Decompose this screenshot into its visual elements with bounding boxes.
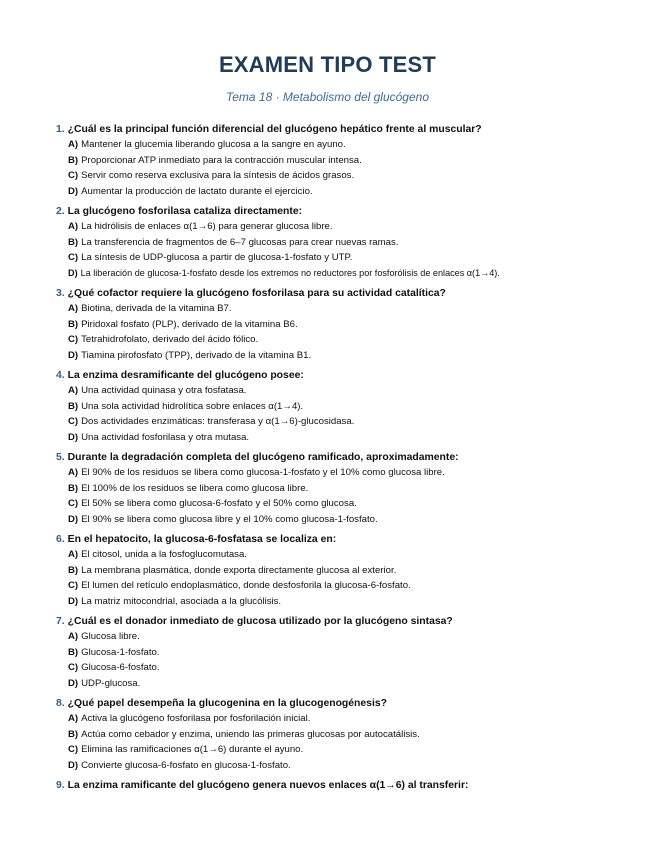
option-text: El 50% se libera como glucosa-6-fosfato y el 50% como glucosa. (81, 498, 357, 509)
option-letter: B) (68, 236, 79, 248)
question-number: 8. (56, 698, 65, 709)
question-1 (56, 122, 599, 199)
question-list (56, 122, 599, 793)
option-b (56, 399, 599, 415)
option-a (56, 711, 599, 727)
option-text: El 100% de los residuos se libera como glucosa libre. (81, 482, 309, 494)
question-text: ¿Cuál es el donador inmediato de glucosa utilizado por la glucógeno sintasa? (67, 616, 453, 627)
option-letter: B) (68, 482, 79, 494)
option-text: La membrana plasmática, donde exporta directamente glucosa al exterior. (81, 564, 397, 576)
option-text: El lumen del retículo endoplasmático, donde desfosforila la glucosa-6-fosfato. (81, 580, 411, 591)
option-text: Servir como reserva exclusiva para la síntesis de ácidos grasos. (81, 170, 355, 181)
option-text: El citosol, unida a la fosfoglucomutasa. (81, 549, 247, 560)
option-text: Biotina, derivada de la vitamina B7. (81, 303, 232, 314)
option-letter: C) (68, 580, 79, 591)
option-letter: D) (68, 185, 79, 197)
question-7 (56, 614, 599, 691)
option-d (56, 594, 599, 610)
option-letter: B) (68, 728, 79, 740)
option-d (56, 348, 599, 364)
option-text: El 90% de los residuos se libera como glucosa-1-fosfato y el 10% como glucosa libre. (81, 467, 445, 478)
question-text: En el hepatocito, la glucosa-6-fosfatasa se localiza en: (67, 534, 337, 545)
option-letter: A) (68, 549, 79, 560)
option-c (56, 332, 599, 348)
option-a (56, 629, 599, 645)
question-text: La enzima ramificante del glucógeno genera nuevos enlaces α(1→6) al transferir: (67, 780, 469, 791)
question-4 (56, 368, 599, 445)
option-letter: C) (68, 744, 79, 755)
question-text: La glucógeno fosforilasa cataliza directamente: (67, 206, 303, 217)
option-text: Mantener la glucemia liberando glucosa a la sangre en ayuno. (81, 139, 346, 150)
option-text: Proporcionar ATP inmediato para la contracción muscular intensa. (81, 154, 362, 166)
question-number: 5. (56, 452, 65, 463)
option-letter: A) (68, 713, 79, 724)
option-letter: A) (68, 385, 79, 396)
option-letter: D) (68, 267, 78, 278)
option-b (56, 563, 599, 579)
option-letter: B) (68, 400, 79, 412)
question-number: 1. (56, 124, 65, 135)
option-b (56, 481, 599, 497)
option-letter: D) (68, 595, 79, 607)
option-d (56, 676, 599, 692)
question-number: 9. (56, 780, 65, 791)
option-b (56, 153, 599, 169)
option-letter: D) (68, 677, 79, 689)
option-text: Una actividad quinasa y otra fosfatasa. (81, 385, 247, 396)
option-d (56, 512, 599, 528)
question-number: 7. (56, 616, 65, 627)
option-text: La transferencia de fragmentos de 6–7 glucosas para crear nuevas ramas. (81, 236, 399, 248)
option-c (56, 414, 599, 430)
option-text: El 90% se libera como glucosa libre y el 10% como glucosa-1-fosfato. (81, 513, 378, 525)
question-2 (56, 204, 599, 281)
option-a (56, 219, 599, 235)
option-a (56, 547, 599, 563)
option-c (56, 742, 599, 758)
exam-subtitle: Tema 18 · Metabolismo del glucógeno (225, 90, 429, 104)
option-letter: C) (68, 416, 79, 427)
option-text: Piridoxal fosfato (PLP), derivado de la vitamina B6. (81, 318, 298, 330)
option-letter: D) (68, 431, 79, 443)
option-letter: A) (68, 467, 79, 478)
option-text: Aumentar la producción de lactato durante el ejercicio. (81, 185, 313, 197)
exam-title: EXAMEN TIPO TEST (218, 52, 437, 77)
option-text: La matriz mitocondrial, asociada a la glucólisis. (81, 595, 282, 607)
option-d (56, 758, 599, 774)
option-c (56, 660, 599, 676)
option-letter: D) (68, 349, 79, 361)
option-c (56, 578, 599, 594)
option-letter: A) (68, 631, 79, 642)
option-b (56, 317, 599, 333)
option-text: La hidrólisis de enlaces α(1→6) para generar glucosa libre. (81, 221, 333, 232)
option-text: Elimina las ramificaciones α(1→6) durante el ayuno. (81, 744, 304, 755)
option-d (56, 430, 599, 446)
question-text: ¿Cuál es la principal función diferencial del glucógeno hepático frente al muscular? (67, 124, 482, 135)
option-c (56, 168, 599, 184)
option-b (56, 645, 599, 661)
option-text: La síntesis de UDP-glucosa a partir de glucosa-1-fosfato y UTP. (81, 252, 353, 263)
question-8 (56, 696, 599, 773)
option-letter: C) (68, 170, 79, 181)
option-letter: C) (68, 662, 79, 673)
option-letter: D) (68, 513, 79, 525)
option-text: Actúa como cebador y enzima, uniendo las primeras glucosas por autocatálisis. (81, 728, 420, 740)
option-text: Tiamina pirofosfato (TPP), derivado de la vitamina B1. (81, 349, 312, 361)
option-b (56, 235, 599, 251)
option-d (56, 266, 599, 282)
option-text: Convierte glucosa-6-fosfato en glucosa-1-fosfato. (81, 759, 291, 771)
option-text: Glucosa libre. (81, 631, 140, 642)
question-text: Durante la degradación completa del glucógeno ramificado, aproximadamente: (67, 452, 459, 463)
option-text: Activa la glucógeno fosforilasa por fosforilación inicial. (81, 713, 311, 724)
option-b (56, 727, 599, 743)
option-a (56, 383, 599, 399)
option-letter: C) (68, 252, 79, 263)
question-3 (56, 286, 599, 363)
option-letter: A) (68, 221, 79, 232)
question-text: La enzima desramificante del glucógeno posee: (67, 370, 304, 381)
option-d (56, 184, 599, 200)
option-letter: D) (68, 759, 79, 771)
question-5 (56, 450, 599, 527)
question-number: 2. (56, 206, 65, 217)
option-text: Glucosa-1-fosfato. (81, 646, 160, 658)
option-letter: B) (68, 318, 79, 330)
question-number: 6. (56, 534, 65, 545)
option-letter: A) (68, 303, 79, 314)
option-c (56, 250, 599, 266)
option-letter: C) (68, 334, 79, 345)
option-text: La liberación de glucosa-1-fosfato desde los extremos no reductores por fosforólisis de enlaces α(1→4). (80, 267, 500, 278)
option-text: Glucosa-6-fosfato. (81, 662, 160, 673)
option-a (56, 137, 599, 153)
option-letter: C) (68, 498, 79, 509)
question-9 (56, 778, 599, 793)
question-number: 3. (56, 288, 65, 299)
option-a (56, 301, 599, 317)
question-text: ¿Qué cofactor requiere la glucógeno fosforilasa para su actividad catalítica? (67, 288, 446, 299)
option-c (56, 496, 599, 512)
question-text: ¿Qué papel desempeña la glucogenina en la glucogenogénesis? (67, 698, 387, 709)
option-text: Una actividad fosforilasa y otra mutasa. (81, 431, 250, 443)
option-a (56, 465, 599, 481)
option-text: UDP-glucosa. (81, 677, 141, 689)
option-letter: A) (68, 139, 79, 150)
option-letter: B) (68, 154, 79, 166)
option-letter: B) (68, 646, 79, 658)
option-text: Dos actividades enzimáticas: transferasa y α(1→6)-glucosidasa. (81, 416, 355, 427)
option-letter: B) (68, 564, 79, 576)
question-number: 4. (56, 370, 65, 381)
option-text: Tetrahidrofolato, derivado del ácido fólico. (81, 334, 259, 345)
option-text: Una sola actividad hidrolítica sobre enlaces α(1→4). (81, 400, 304, 412)
question-6 (56, 532, 599, 609)
